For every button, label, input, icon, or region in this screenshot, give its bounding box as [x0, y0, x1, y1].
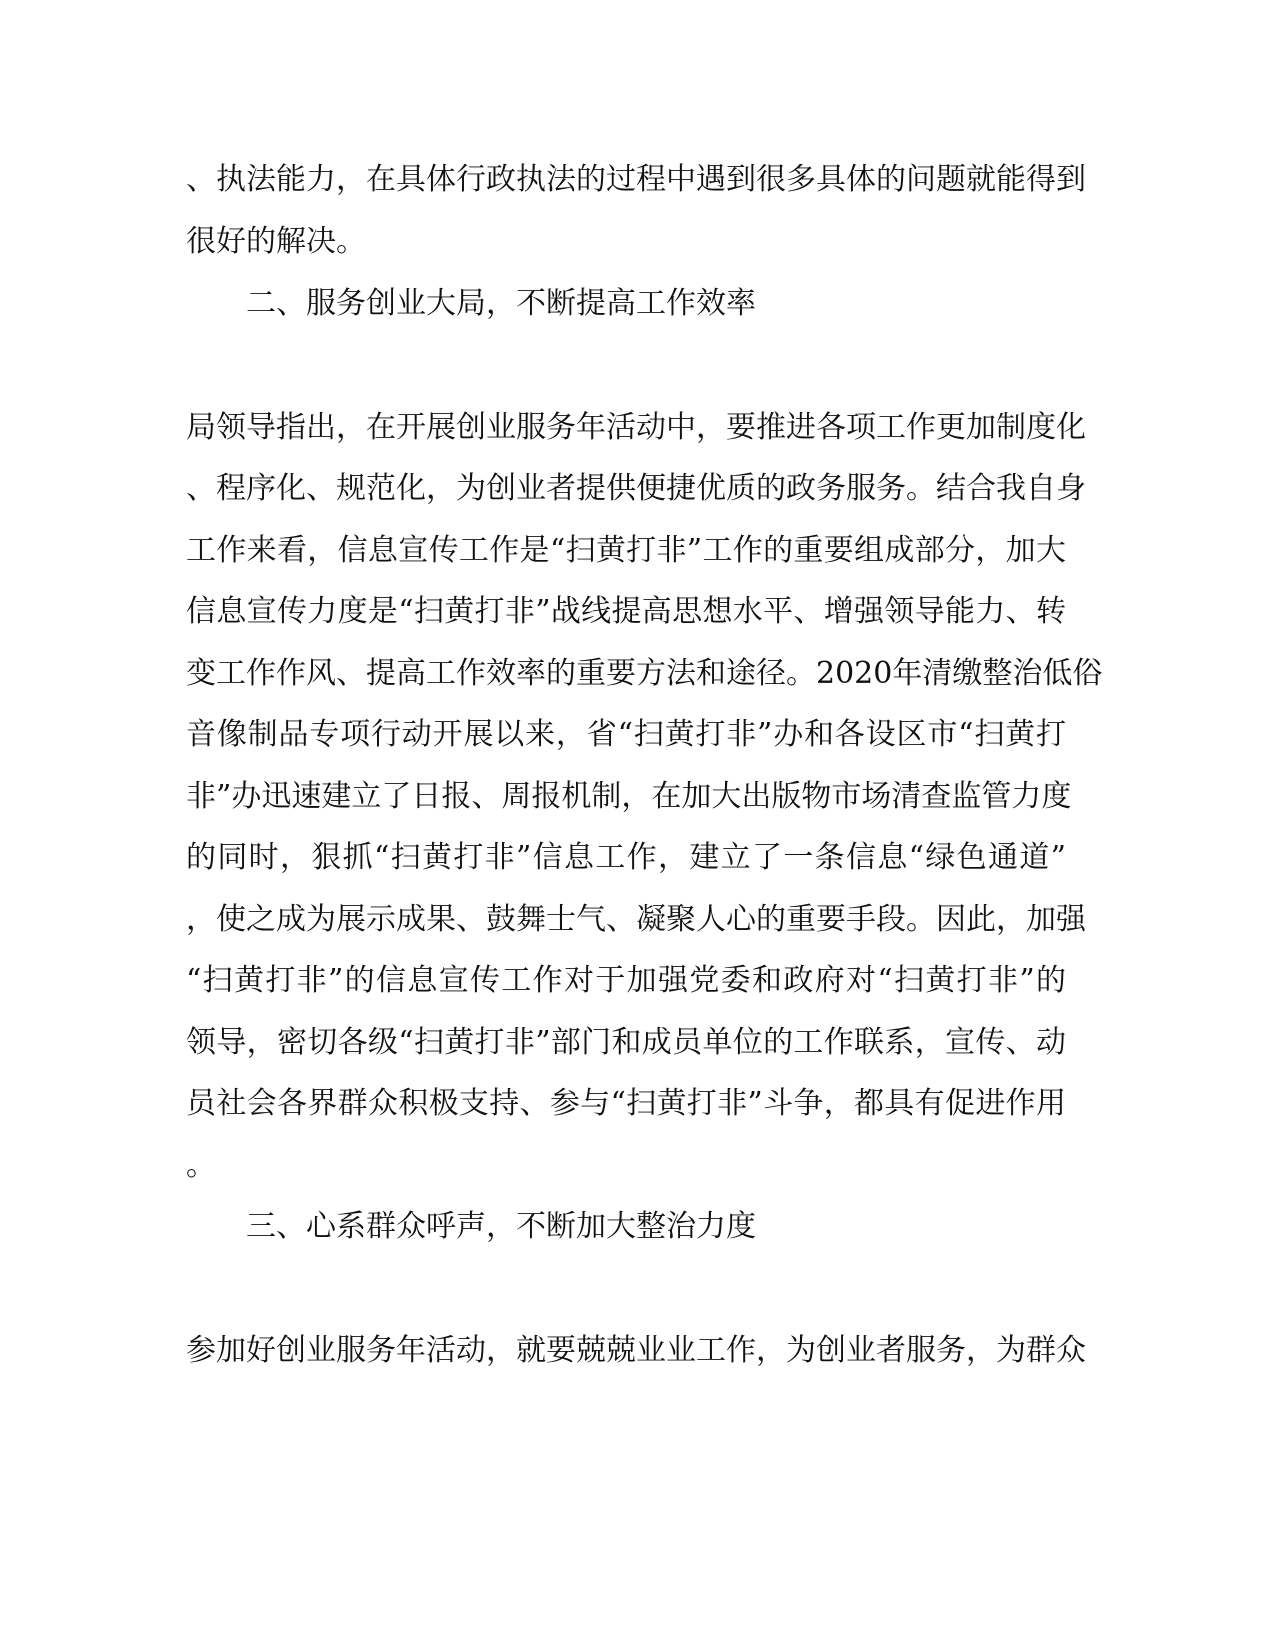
paragraph-line: 工作来看，信息宣传工作是“扫黄打非”工作的重要组成部分，加大	[186, 533, 1066, 568]
paragraph-line: 员社会各界群众积极支持、参与“扫黄打非”斗争，都具有促进作用	[186, 1086, 1066, 1121]
paragraph-line: 很好的解决。	[186, 224, 366, 259]
paragraph-line: 局领导指出，在开展创业服务年活动中，要推进各项工作更加制度化	[186, 410, 1086, 445]
paragraph-line: 领导，密切各级“扫黄打非”部门和成员单位的工作联系，宣传、动	[186, 1025, 1066, 1060]
paragraph-line: 非”办迅速建立了日报、周报机制，在加大出版物市场清查监管力度	[186, 779, 1072, 814]
section-heading: 二、服务创业大局，不断提高工作效率	[246, 286, 756, 321]
paragraph-line: “扫黄打非”的信息宣传工作对于加强党委和政府对“扫黄打非”的	[186, 963, 1066, 998]
paragraph-line: 音像制品专项行动开展以来，省“扫黄打非”办和各设区市“扫黄打	[186, 717, 1066, 752]
paragraph-line: 的同时，狠抓“扫黄打非”信息工作，建立了一条信息“绿色通道”	[186, 840, 1066, 875]
paragraph-line: 、程序化、规范化，为创业者提供便捷优质的政务服务。结合我自身	[186, 471, 1086, 506]
paragraph-line: 、执法能力，在具体行政执法的过程中遇到很多具体的问题就能得到	[186, 162, 1086, 197]
paragraph-line: ，使之成为展示成果、鼓舞士气、凝聚人心的重要手段。因此，加强	[186, 902, 1086, 937]
paragraph-line: 。	[186, 1148, 216, 1183]
paragraph-line: 信息宣传力度是“扫黄打非”战线提高思想水平、增强领导能力、转	[186, 594, 1066, 629]
paragraph-line: 变工作作风、提高工作效率的重要方法和途径。2020年清缴整治低俗	[186, 656, 1103, 691]
paragraph-line: 参加好创业服务年活动，就要兢兢业业工作，为创业者服务，为群众	[186, 1333, 1086, 1368]
section-heading: 三、心系群众呼声，不断加大整治力度	[246, 1209, 756, 1244]
